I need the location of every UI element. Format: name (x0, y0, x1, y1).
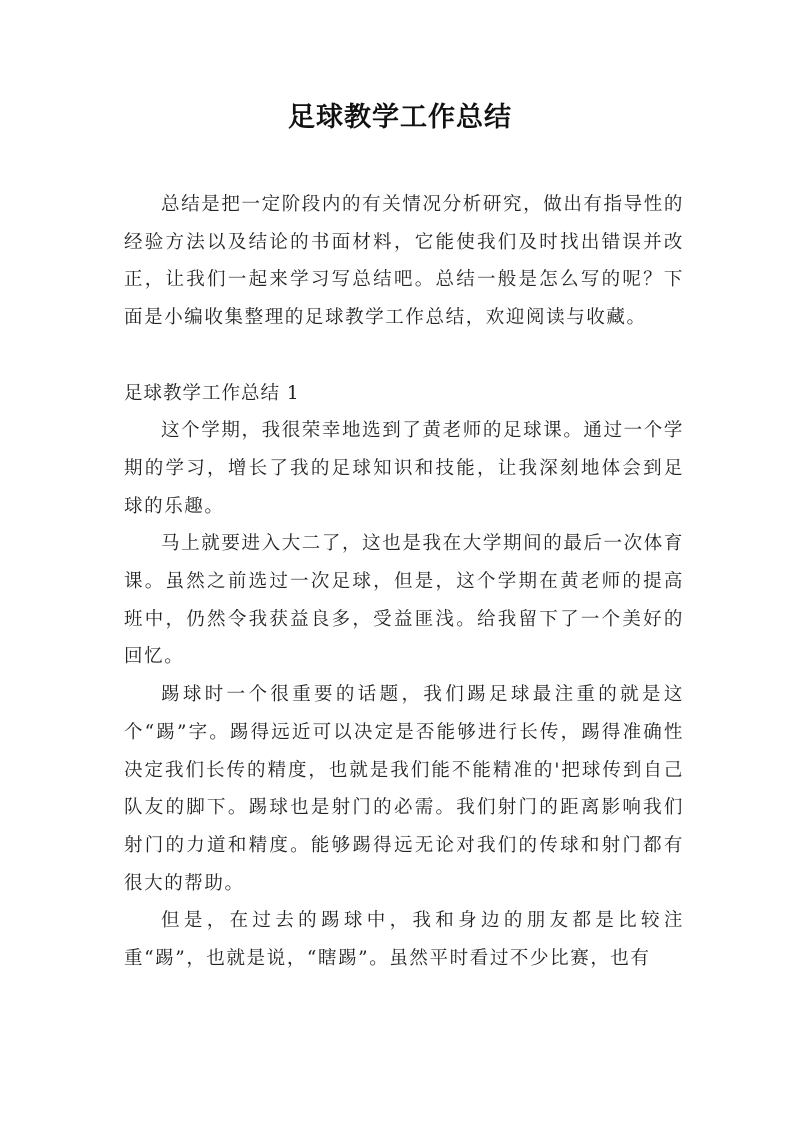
body-paragraph-4: 但是，在过去的踢球中，我和身边的朋友都是比较注重“踢”，也就是说，“瞎踢”。虽然平时看过不少比赛，也有 (124, 910, 684, 970)
paragraph-spacer (124, 337, 684, 375)
body-paragraph-3: 踢球时一个很重要的话题，我们踢足球最注重的就是这个“踢”字。踢得远近可以决定是否能够进行长传，踢得准确性决定我们长传的精度，也就是我们能不能精准的'把球传到自己队友的脚下。踢球也是射门的必需。我们射门的距离影响我们射门的力道和精度。能够踢得远无论对我们的传球和射门都有很大的帮助。 (124, 684, 684, 894)
document-body (124, 186, 684, 978)
intro-paragraph: 总结是把一定阶段内的有关情况分析研究，做出有指导性的经验方法以及结论的书面材料，它能使我们及时找出错误并改正，让我们一起来学习写总结吧。总结一般是怎么写的呢？下面是小编收集整理的足球教学工作总结，欢迎阅读与收藏。 (124, 194, 684, 329)
document-title: 足球教学工作总结 (288, 102, 512, 133)
body-paragraph-2: 马上就要进入大二了，这也是我在大学期间的最后一次体育课。虽然之前选过一次足球，但是，这个学期在黄老师的提高班中，仍然令我获益良多，受益匪浅。给我留下了一个美好的回忆。 (124, 533, 684, 668)
body-paragraph-1: 这个学期，我很荣幸地选到了黄老师的足球课。通过一个学期的学习，增长了我的足球知识和技能，让我深刻地体会到足球的乐趣。 (124, 420, 684, 517)
section-heading: 足球教学工作总结 1 (124, 382, 300, 404)
